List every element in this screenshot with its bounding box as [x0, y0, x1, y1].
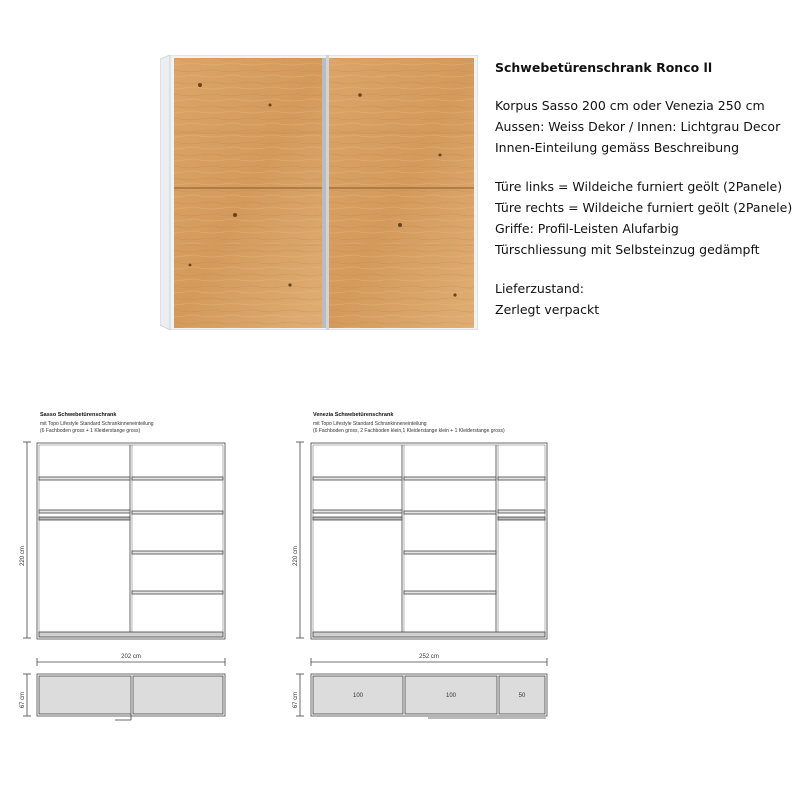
venezia-width-label: 252 cm — [419, 654, 439, 660]
sasso-drawing — [15, 438, 245, 723]
desc-line: Türe links = Wildeiche furniert geölt (2Panele) — [495, 179, 783, 194]
clothes-rail — [39, 517, 130, 520]
sasso-title: Sasso Schwebetürenschrank — [40, 412, 117, 418]
door-width-label: 100 — [352, 693, 364, 699]
desc-line: Türschliessung mit Selbsteinzug gedämpft — [495, 242, 760, 257]
sasso-depth-label: 67 cm — [20, 691, 26, 709]
sasso-width-label: 202 cm — [121, 654, 141, 660]
left-door — [174, 58, 324, 328]
product-title: Schwebetürenschrank Ronco ll — [495, 60, 713, 75]
sasso-subtitle-2: (6 Fachboden gross + 1 Kleiderstange gross) — [40, 428, 141, 434]
desc-line: Aussen: Weiss Dekor / Innen: Lichtgrau Decor — [495, 119, 781, 134]
desc-line: Korpus Sasso 200 cm oder Venezia 250 cm — [495, 98, 765, 113]
venezia-title: Venezia Schwebetürenschrank — [313, 412, 394, 418]
venezia-subtitle-1: mit Topo Lifestyle Standard Schrankinneneinteilung — [313, 421, 427, 427]
desc-line: Zerlegt verpackt — [495, 302, 600, 317]
desc-line: Innen-Einteilung gemäss Beschreibung — [495, 140, 740, 155]
door-width-label: 50 — [518, 693, 526, 699]
sasso-subtitle-1: mit Topo Lifestyle Standard Schrankinneneinteilung — [40, 421, 154, 427]
clothes-rail-small — [498, 517, 545, 520]
right-handle-strip — [326, 55, 329, 330]
desc-line: Türe rechts = Wildeiche furniert geölt (2Panele) — [495, 200, 793, 215]
left-handle-strip — [322, 58, 326, 328]
venezia-height-label: 220 cm — [293, 546, 299, 566]
sasso-height-label: 220 cm — [20, 546, 26, 566]
desc-line: Lieferzustand: — [495, 281, 584, 296]
clothes-rail-large — [313, 517, 402, 520]
right-door — [329, 58, 474, 328]
wardrobe-photo — [160, 55, 478, 330]
venezia-depth-label: 67 cm — [293, 691, 299, 709]
desc-line: Griffe: Profil-Leisten Alufarbig — [495, 221, 679, 236]
product-description — [495, 60, 795, 321]
venezia-drawing — [288, 438, 558, 723]
door-width-label: 100 — [445, 693, 457, 699]
venezia-subtitle-2: (6 Fachboden gross, 2 Fachboden klein,1 Kleiderstange klein + 1 Kleiderstange gross) — [313, 428, 505, 434]
